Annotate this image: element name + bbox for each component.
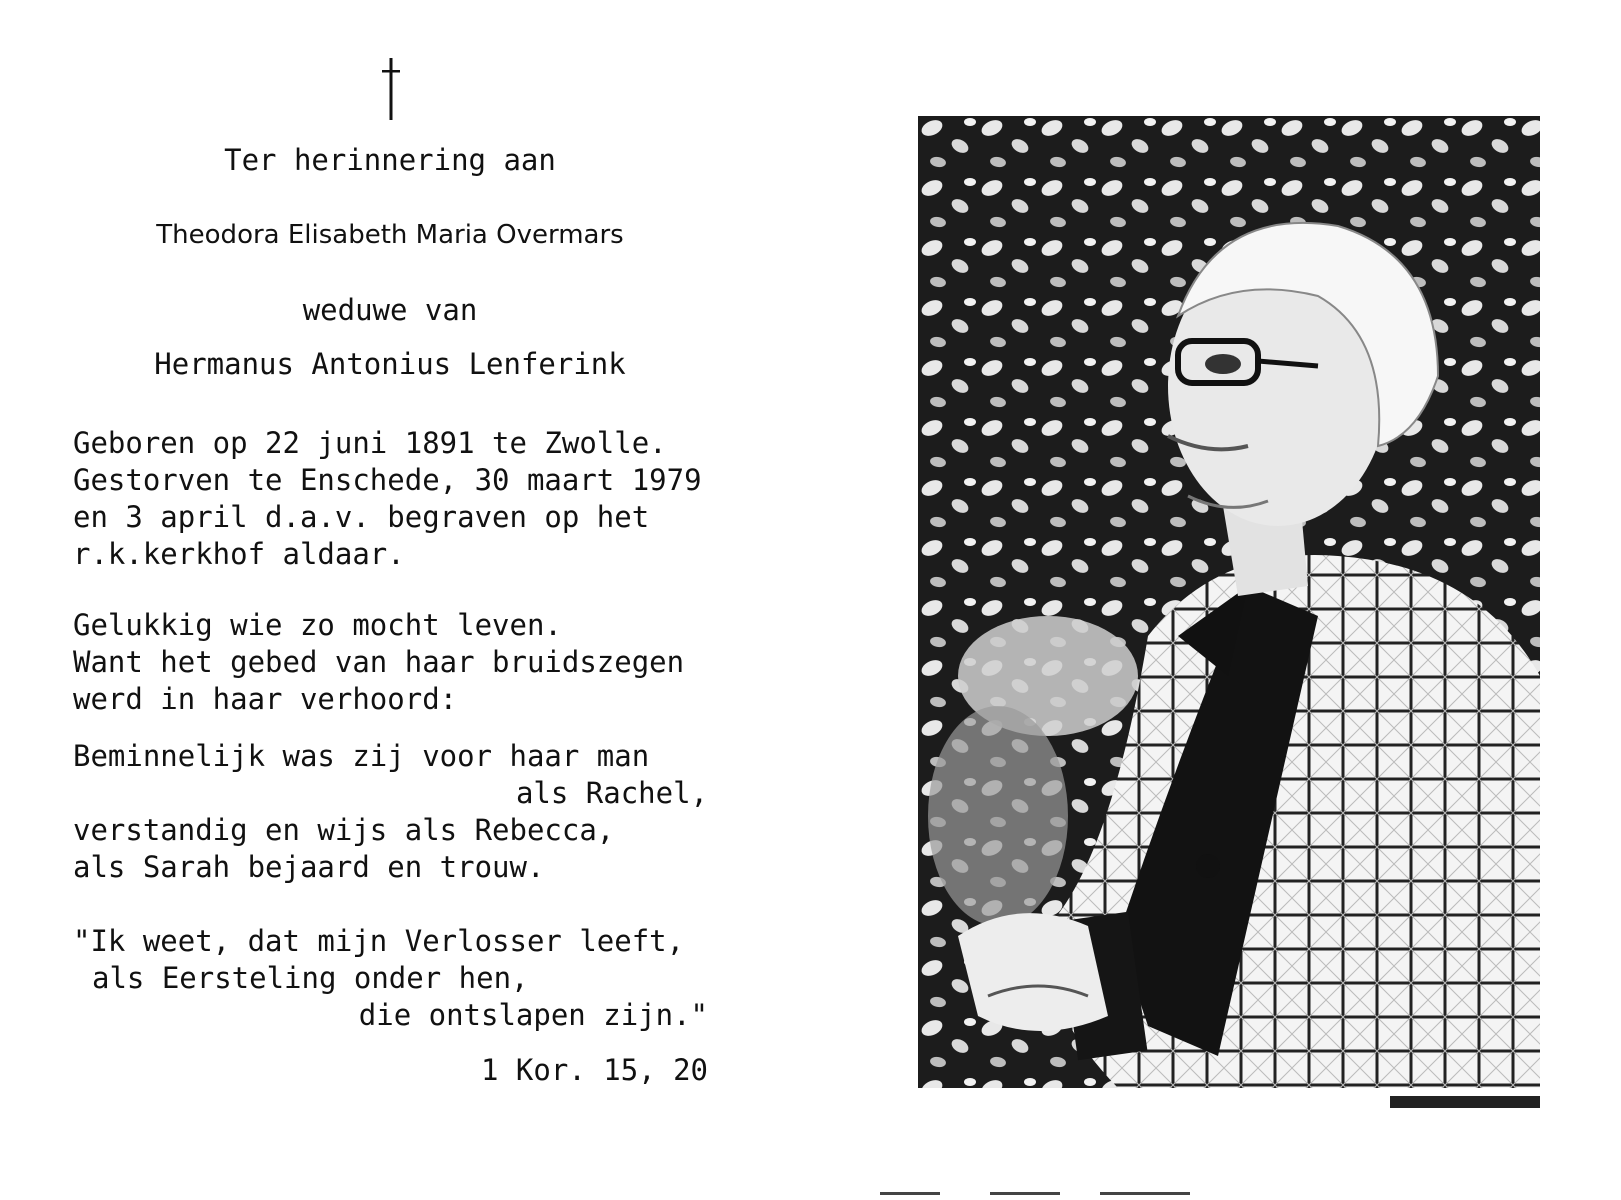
- verse1-line-1: Gelukkig wie zo mocht leven.: [73, 608, 562, 642]
- quote-line-2: als Eersteling onder hen,: [92, 961, 529, 995]
- scan-artifact: [990, 1192, 1060, 1195]
- life-line-2: Gestorven te Enschede, 30 maart 1979: [73, 463, 702, 497]
- bible-reference: 1 Kor. 15, 20: [481, 1053, 708, 1087]
- scan-artifact: [1390, 1096, 1540, 1108]
- verse2-line-4: als Sarah bejaard en trouw.: [73, 850, 545, 884]
- scan-artifact: [880, 1192, 940, 1195]
- scan-artifact: [1100, 1192, 1190, 1195]
- verse1-line-2: Want het gebed van haar bruidszegen: [73, 645, 685, 679]
- verse2-line-3: verstandig en wijs als Rebecca,: [73, 813, 615, 847]
- relation-text: weduwe van: [302, 293, 478, 327]
- verse1-line-3: werd in haar verhoord:: [73, 682, 458, 716]
- verse2-line-2: als Rachel,: [515, 776, 708, 810]
- portrait-photo: [918, 116, 1540, 1088]
- life-line-4: r.k.kerkhof aldaar.: [73, 537, 405, 571]
- cross-icon: [380, 58, 402, 120]
- heading: Ter herinnering aan: [224, 143, 556, 177]
- life-line-1: Geboren op 22 juni 1891 te Zwolle.: [73, 426, 667, 460]
- verse2-line-1: Beminnelijk was zij voor haar man: [73, 739, 650, 773]
- quote-line-1: "Ik weet, dat mijn Verlosser leeft,: [73, 924, 685, 958]
- quote-line-3: die ontslapen zijn.": [358, 998, 708, 1032]
- spouse-name: Hermanus Antonius Lenferink: [154, 347, 626, 381]
- deceased-name: Theodora Elisabeth Maria Overmars: [156, 220, 624, 250]
- portrait-illustration: [918, 116, 1540, 1088]
- life-line-3: en 3 april d.a.v. begraven op het: [73, 500, 650, 534]
